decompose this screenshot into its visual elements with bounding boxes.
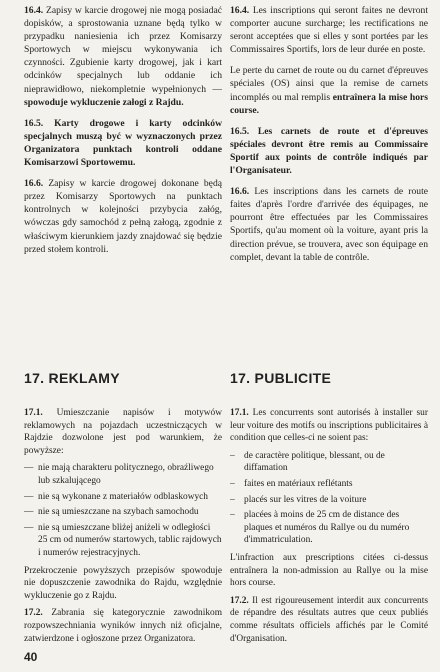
paragraph-16-6-pl: 16.6. Zapisy w karcie drogowej dokonane będą przez Komisarzy Sportowych na punktach kontrolnych w kolejności przybycia załóg, wówczas gdy samochód z pełną załogą, zgodnie z właściwym kierunkiem jazdy znajdować się będzie przed stołem kontroli. bbox=[24, 178, 222, 255]
section-title-fr: 17. PUBLICITE bbox=[230, 370, 332, 386]
top-right-column bbox=[230, 4, 428, 272]
paragraph-16-4-fr: 16.4. Les inscriptions qui seront faites ne devront comporter aucune surcharge; les rectifications ne seront acceptées que si elles y sont portées par les Commissaires Sportifs, lors de leur durée en poste. bbox=[230, 5, 428, 56]
paragraph-16-5-pl: 16.5. Karty drogowe i karty odcinków specjalnych muszą być w wyznaczonych przez Organizatora punktach kontroli oddane Komisarzowi Sportowemu. bbox=[24, 117, 222, 169]
list-item: – placées à moins de 25 cm de distance des plaques et numéros du Rallye ou du numéro d'immatriculation. bbox=[230, 509, 428, 547]
paragraph-17-1-fr: 17.1. Les concurrents sont autorisés à installer sur leur voiture des motifs ou inscriptions publicitaires à condition que celles-ci ne soient pas: bbox=[230, 408, 428, 444]
list-item: – placés sur les vitres de la voiture bbox=[230, 494, 428, 507]
list-item: – faites en matériaux reflétants bbox=[230, 478, 428, 491]
list-item: — nie mają charakteru politycznego, obraźliwego lub szkalującego bbox=[24, 462, 222, 487]
bottom-right-column bbox=[230, 407, 428, 650]
paragraph-penalty-fr: L'infraction aux prescriptions citées ci-dessus entraînera la non-admission au Rallye ou la mise hors course. bbox=[230, 552, 428, 589]
paragraph-16-5-fr: 16.5. Les carnets de route et d'épreuves spéciales devront être remis au Commissaire Sportif aux points de contrôle indiqués par l'Organisateur. bbox=[230, 125, 428, 177]
top-left-column bbox=[24, 4, 222, 264]
list-item: — nie są umieszczane bliżej aniżeli w odległości 25 cm od numerów startowych, tablic rajdowych i numerów rejestracyjnych. bbox=[24, 522, 222, 560]
bottom-left-column bbox=[24, 407, 222, 650]
conditions-list-fr bbox=[230, 450, 428, 547]
list-item: — nie są wykonane z materiałów odblaskowych bbox=[24, 491, 222, 504]
paragraph-17-1-pl: 17.1. Umieszczanie napisów i motywów reklamowych na pojazdach uczestniczących w Rajdzie dozwolone jest pod warunkiem, że powyższe: bbox=[24, 408, 222, 456]
paragraph-17-2-pl: 17.2. Zabrania się kategorycznie zawodnikom rozpowszechniania wyników innych niż oficjalne, zatwierdzone i ogłoszone przez Organizatora. bbox=[24, 608, 223, 644]
conditions-list-pl bbox=[24, 462, 222, 559]
section-title-pl: 17. REKLAMY bbox=[24, 370, 120, 386]
paragraph-17-2-fr: 17.2. Il est rigoureusement interdit aux concurrents de répandre des résultats autres que ceux publiés comme résultats officiels affichés par le Comité d'Organisation. bbox=[230, 595, 428, 644]
paragraph-16-6-fr: 16.6. Les inscriptions dans les carnets de route faites d'après l'ordre d'arrivée des équipages, ne pourront être effectuées par les Commissaires Sportifs, qu'au moment où la voiture, ayant pris la direction prévue, se trouvera, avec son équipage en complet, devant la table de contrôle. bbox=[230, 186, 429, 263]
paragraph-16-4-pl: 16.4. Zapisy w karcie drogowej nie mogą posiadać dopisków, a sprostowania uznane będą tylko w przypadku naniesienia ich przez Komisarzy Sportowych w miejscu wykonywania ich czynności. Zgubienie karty drogowej, jak i kart odcinków specjalnych lub oddanie ich nieprawidłowo, niekompletnie wypełnionych — spowoduje wykluczenie załogi z Rajdu. bbox=[24, 5, 222, 108]
page-number: 40 bbox=[24, 650, 38, 664]
paragraph-penalty-pl: Przekroczenie powyższych przepisów spowoduje nie dopuszczenie zawodnika do Rajdu, względnie wykluczenie go z Rajdu. bbox=[24, 565, 222, 601]
list-item: – de caractère politique, blessant, ou de diffamation bbox=[230, 450, 428, 475]
paragraph-16-4b-fr: Le perte du carnet de route ou du carnet d'épreuves spéciales (OS) ainsi que la remise de carnets incomplés ou mal remplis entraînera la mise hors course. bbox=[230, 65, 428, 116]
list-item: — nie są umieszczane na szybach samochodu bbox=[24, 506, 222, 519]
